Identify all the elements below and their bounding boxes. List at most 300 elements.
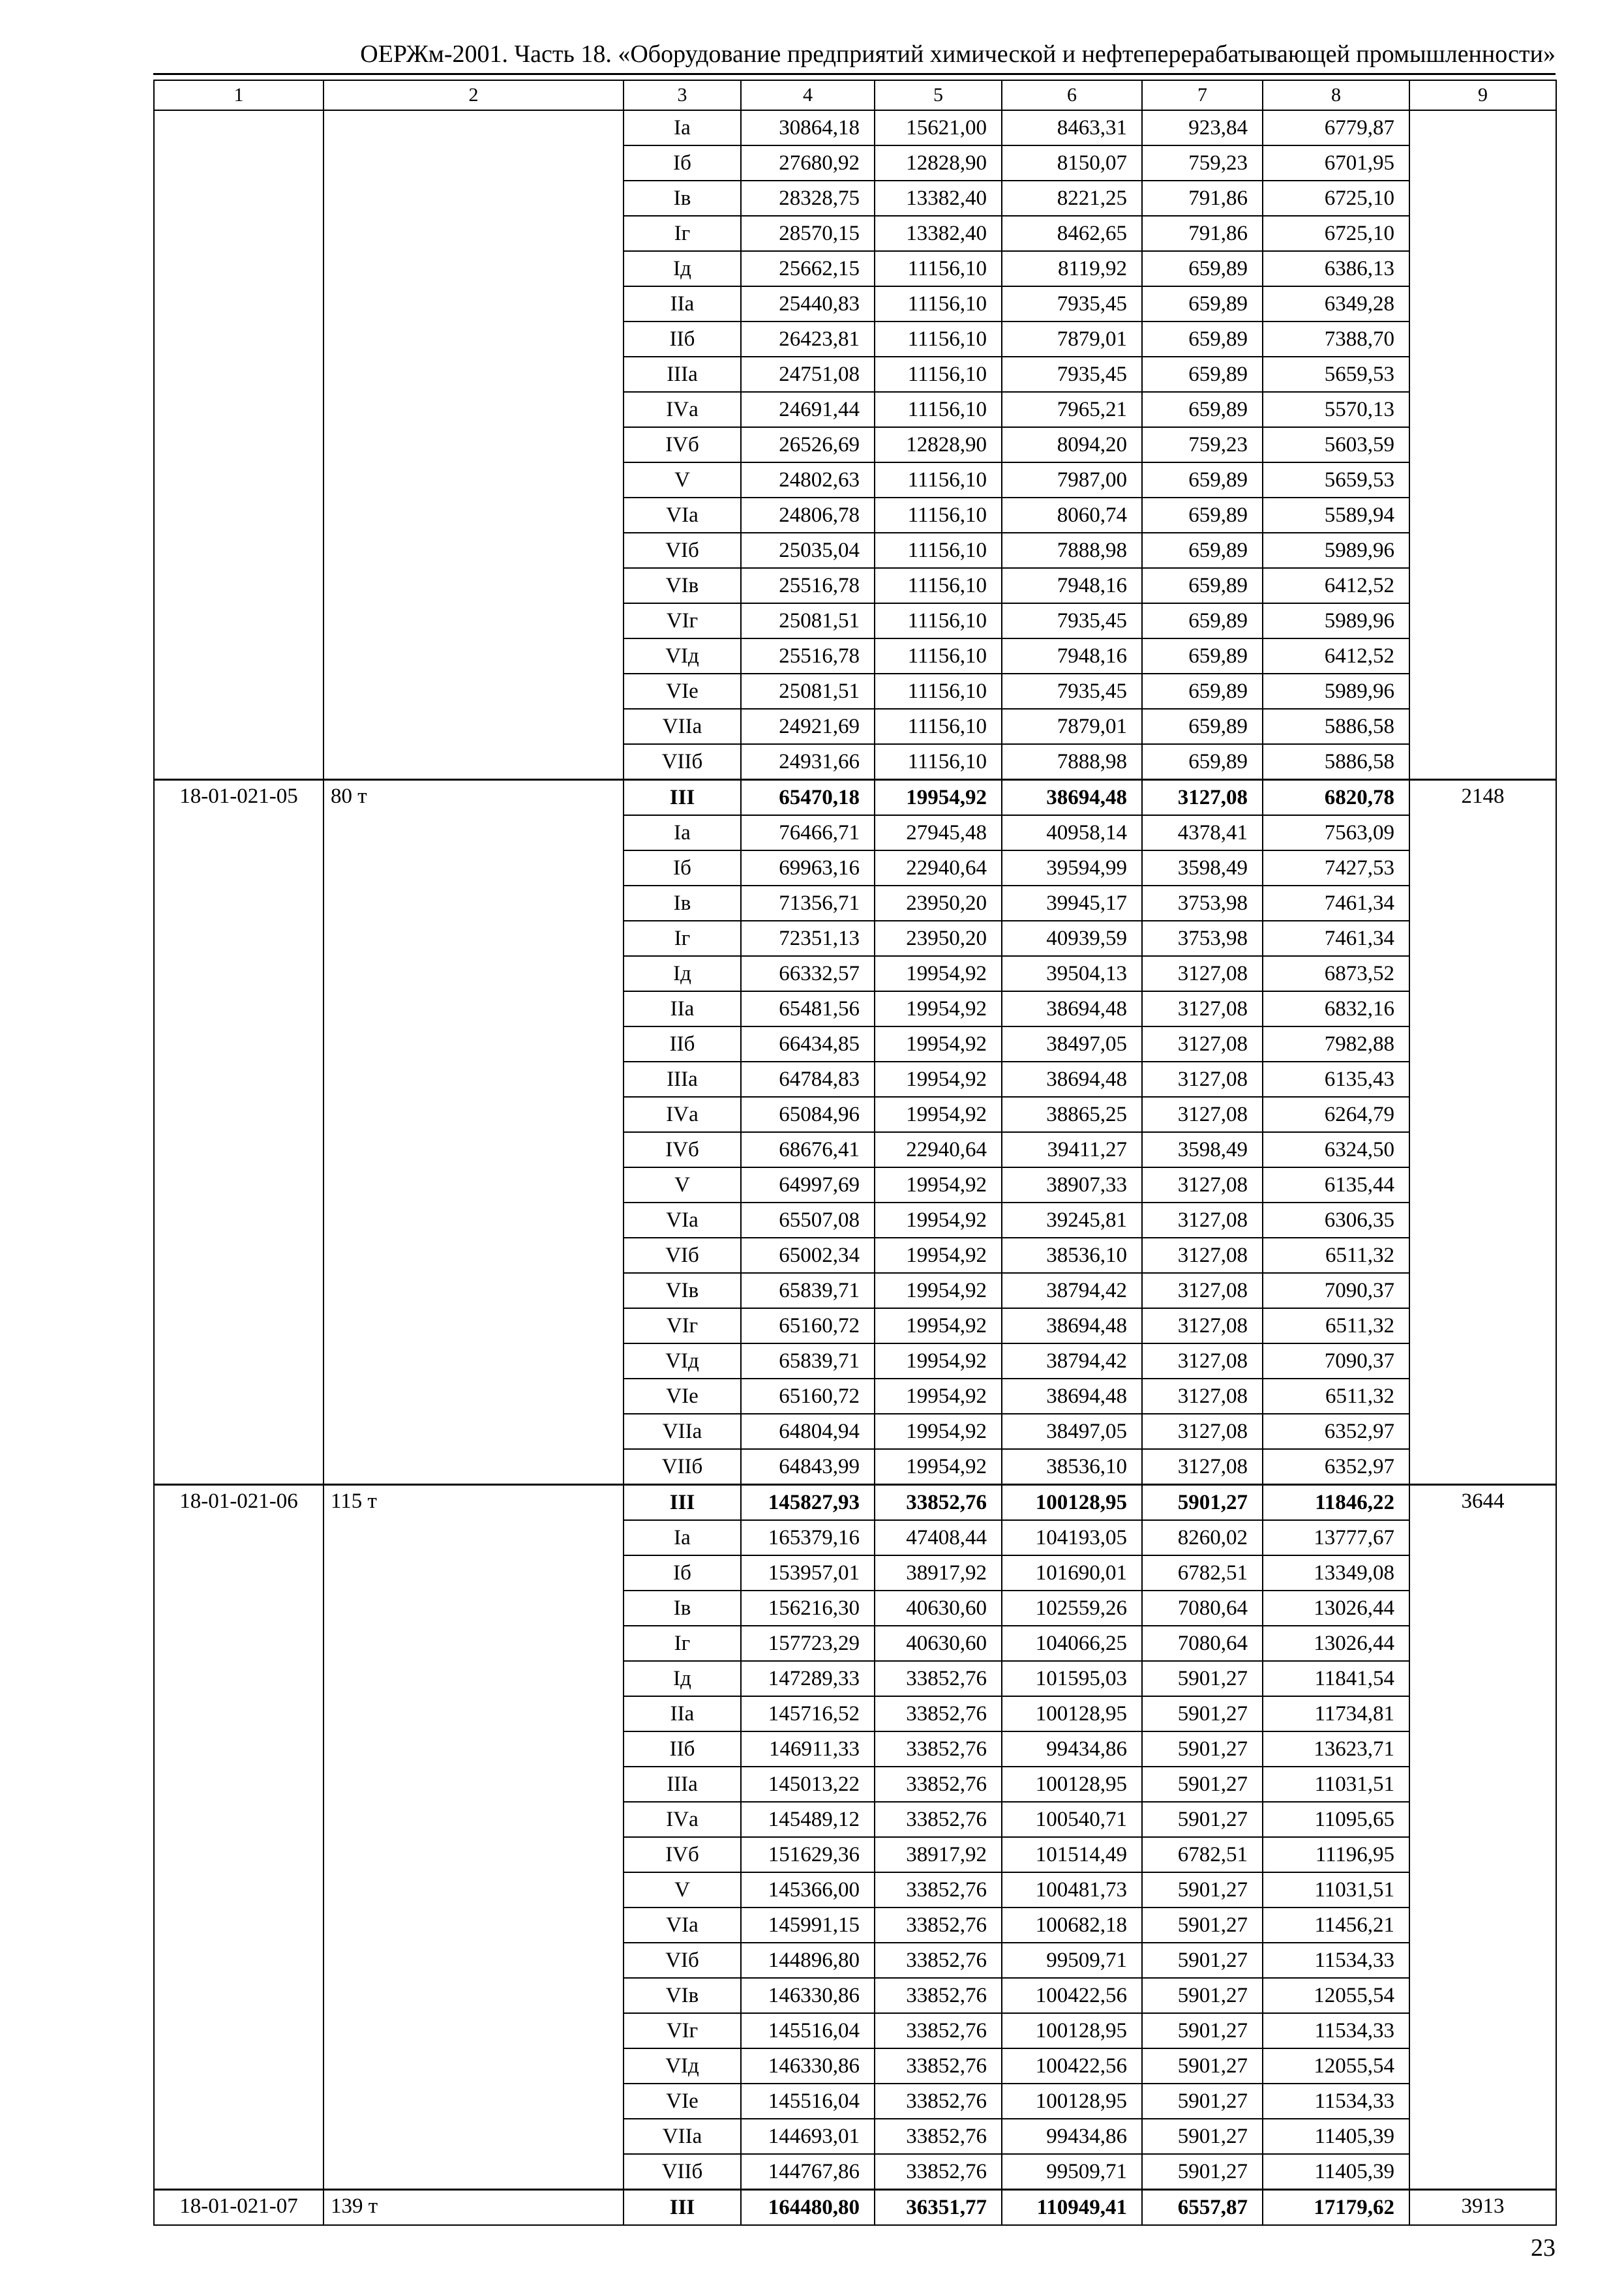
value-cell: 11734,81 <box>1263 1696 1409 1731</box>
value-cell: 5901,27 <box>1142 2084 1263 2119</box>
region-cell: VIа <box>624 1203 741 1238</box>
value-cell: 6782,51 <box>1142 1837 1263 1872</box>
value-cell: 5603,59 <box>1263 427 1409 462</box>
value-cell: 99509,71 <box>1002 2154 1142 2190</box>
region-cell: VIе <box>624 1379 741 1414</box>
value-cell: 659,89 <box>1142 744 1263 780</box>
value-cell: 156216,30 <box>741 1591 875 1626</box>
value-cell: 5989,96 <box>1263 603 1409 638</box>
value-cell: 15621,00 <box>875 110 1002 145</box>
region-cell: VIг <box>624 2013 741 2048</box>
value-cell: 11156,10 <box>875 322 1002 357</box>
region-cell: Iд <box>624 956 741 991</box>
value-cell: 25516,78 <box>741 568 875 603</box>
value-cell: 22940,64 <box>875 850 1002 886</box>
region-cell: Iб <box>624 1555 741 1591</box>
value-cell: 26526,69 <box>741 427 875 462</box>
value-cell: 7080,64 <box>1142 1591 1263 1626</box>
value-cell: 11156,10 <box>875 392 1002 427</box>
value-cell: 19954,92 <box>875 1097 1002 1132</box>
value-cell: 165379,16 <box>741 1520 875 1555</box>
value-cell: 65839,71 <box>741 1343 875 1379</box>
value-cell: 69963,16 <box>741 850 875 886</box>
value-cell: 33852,76 <box>875 1696 1002 1731</box>
column-number: 2 <box>323 80 624 110</box>
region-cell: IVа <box>624 1802 741 1837</box>
value-cell: 5901,27 <box>1142 2013 1263 2048</box>
value-cell: 3127,08 <box>1142 1449 1263 1485</box>
page-header: ОЕРЖм-2001. Часть 18. «Оборудование предприятий химической и нефтеперерабатывающей промышленности» <box>360 40 1556 68</box>
value-cell: 33852,76 <box>875 1872 1002 1908</box>
value-cell: 99434,86 <box>1002 1731 1142 1767</box>
region-cell: VIа <box>624 1908 741 1943</box>
column-number: 4 <box>741 80 875 110</box>
value-cell: 6782,51 <box>1142 1555 1263 1591</box>
region-cell: VIб <box>624 1238 741 1273</box>
value-cell: 19954,92 <box>875 1379 1002 1414</box>
table-row <box>154 780 1556 816</box>
value-cell: 6820,78 <box>1263 780 1409 816</box>
value-cell: 100682,18 <box>1002 1908 1142 1943</box>
value-cell: 11405,39 <box>1263 2154 1409 2190</box>
region-cell: VIIа <box>624 709 741 744</box>
value-cell: 6725,10 <box>1263 216 1409 251</box>
value-cell: 100128,95 <box>1002 1696 1142 1731</box>
value-cell: 8060,74 <box>1002 498 1142 533</box>
value-cell: 33852,76 <box>875 2119 1002 2154</box>
value-cell: 100128,95 <box>1002 2084 1142 2119</box>
value-cell: 791,86 <box>1142 216 1263 251</box>
region-cell: IIа <box>624 286 741 322</box>
region-cell: VIIа <box>624 1414 741 1449</box>
region-cell: VIв <box>624 568 741 603</box>
value-cell: 5901,27 <box>1142 1661 1263 1696</box>
value-cell: 100128,95 <box>1002 2013 1142 2048</box>
value-cell: 5989,96 <box>1263 674 1409 709</box>
region-cell: Iг <box>624 921 741 956</box>
table-body <box>154 80 1556 2225</box>
region-cell: VIв <box>624 1978 741 2013</box>
value-cell: 3127,08 <box>1142 991 1263 1026</box>
value-cell: 25035,04 <box>741 533 875 568</box>
value-cell: 759,23 <box>1142 427 1263 462</box>
value-cell: 47408,44 <box>875 1520 1002 1555</box>
region-cell: IIIа <box>624 1062 741 1097</box>
value-cell: 64997,69 <box>741 1167 875 1203</box>
value-cell: 6779,87 <box>1263 110 1409 145</box>
region-cell: IVа <box>624 392 741 427</box>
value-cell: 100481,73 <box>1002 1872 1142 1908</box>
region-cell: VIа <box>624 498 741 533</box>
value-cell: 13382,40 <box>875 181 1002 216</box>
value-cell: 33852,76 <box>875 2013 1002 2048</box>
value-cell: 30864,18 <box>741 110 875 145</box>
value-cell: 12828,90 <box>875 427 1002 462</box>
value-cell: 3598,49 <box>1142 1132 1263 1167</box>
value-cell: 12828,90 <box>875 145 1002 181</box>
value-cell: 6511,32 <box>1263 1308 1409 1343</box>
value-cell: 26423,81 <box>741 322 875 357</box>
resource-name <box>323 110 624 780</box>
value-cell: 11156,10 <box>875 674 1002 709</box>
value-cell: 759,23 <box>1142 145 1263 181</box>
value-cell: 11156,10 <box>875 498 1002 533</box>
region-cell: V <box>624 462 741 498</box>
value-cell: 8150,07 <box>1002 145 1142 181</box>
value-cell: 17179,62 <box>1263 2190 1409 2226</box>
column-9-value: 3644 <box>1409 1485 1556 2190</box>
value-cell: 19954,92 <box>875 1343 1002 1379</box>
value-cell: 147289,33 <box>741 1661 875 1696</box>
value-cell: 5901,27 <box>1142 2048 1263 2084</box>
resource-code: 18-01-021-06 <box>154 1485 323 2190</box>
value-cell: 659,89 <box>1142 638 1263 674</box>
value-cell: 76466,71 <box>741 815 875 850</box>
value-cell: 659,89 <box>1142 286 1263 322</box>
value-cell: 659,89 <box>1142 357 1263 392</box>
value-cell: 38497,05 <box>1002 1026 1142 1062</box>
value-cell: 7965,21 <box>1002 392 1142 427</box>
value-cell: 144767,86 <box>741 2154 875 2190</box>
column-9-value: 3913 <box>1409 2190 1556 2226</box>
value-cell: 153957,01 <box>741 1555 875 1591</box>
value-cell: 19954,92 <box>875 1273 1002 1308</box>
value-cell: 100422,56 <box>1002 2048 1142 2084</box>
value-cell: 12055,54 <box>1263 2048 1409 2084</box>
value-cell: 101690,01 <box>1002 1555 1142 1591</box>
value-cell: 65160,72 <box>741 1379 875 1414</box>
value-cell: 25516,78 <box>741 638 875 674</box>
value-cell: 7090,37 <box>1263 1343 1409 1379</box>
value-cell: 65470,18 <box>741 780 875 816</box>
value-cell: 19954,92 <box>875 1308 1002 1343</box>
value-cell: 24802,63 <box>741 462 875 498</box>
region-cell: VIIа <box>624 2119 741 2154</box>
value-cell: 145827,93 <box>741 1485 875 1521</box>
value-cell: 3127,08 <box>1142 1308 1263 1343</box>
value-cell: 3753,98 <box>1142 886 1263 921</box>
value-cell: 66332,57 <box>741 956 875 991</box>
value-cell: 6412,52 <box>1263 638 1409 674</box>
value-cell: 3127,08 <box>1142 1097 1263 1132</box>
value-cell: 104066,25 <box>1002 1626 1142 1661</box>
value-cell: 7427,53 <box>1263 850 1409 886</box>
value-cell: 3127,08 <box>1142 1167 1263 1203</box>
value-cell: 11095,65 <box>1263 1802 1409 1837</box>
value-cell: 5901,27 <box>1142 1978 1263 2013</box>
value-cell: 68676,41 <box>741 1132 875 1167</box>
value-cell: 7987,00 <box>1002 462 1142 498</box>
region-cell: VIд <box>624 1343 741 1379</box>
column-number: 1 <box>154 80 323 110</box>
value-cell: 19954,92 <box>875 1026 1002 1062</box>
value-cell: 11846,22 <box>1263 1485 1409 1521</box>
value-cell: 13382,40 <box>875 216 1002 251</box>
value-cell: 7461,34 <box>1263 886 1409 921</box>
value-cell: 5901,27 <box>1142 1908 1263 1943</box>
value-cell: 11534,33 <box>1263 2013 1409 2048</box>
value-cell: 6832,16 <box>1263 991 1409 1026</box>
value-cell: 6412,52 <box>1263 568 1409 603</box>
value-cell: 19954,92 <box>875 1203 1002 1238</box>
column-number: 7 <box>1142 80 1263 110</box>
region-cell: IIб <box>624 1026 741 1062</box>
value-cell: 5901,27 <box>1142 1802 1263 1837</box>
value-cell: 39245,81 <box>1002 1203 1142 1238</box>
value-cell: 145489,12 <box>741 1802 875 1837</box>
region-cell: V <box>624 1872 741 1908</box>
value-cell: 659,89 <box>1142 533 1263 568</box>
value-cell: 24931,66 <box>741 744 875 780</box>
value-cell: 19954,92 <box>875 1167 1002 1203</box>
value-cell: 39411,27 <box>1002 1132 1142 1167</box>
value-cell: 5659,53 <box>1263 357 1409 392</box>
value-cell: 7879,01 <box>1002 322 1142 357</box>
value-cell: 164480,80 <box>741 2190 875 2226</box>
value-cell: 28570,15 <box>741 216 875 251</box>
value-cell: 151629,36 <box>741 1837 875 1872</box>
value-cell: 5989,96 <box>1263 533 1409 568</box>
value-cell: 3127,08 <box>1142 1203 1263 1238</box>
column-number: 8 <box>1263 80 1409 110</box>
value-cell: 11031,51 <box>1263 1872 1409 1908</box>
column-number: 9 <box>1409 80 1556 110</box>
region-cell: VIе <box>624 674 741 709</box>
value-cell: 11156,10 <box>875 286 1002 322</box>
region-cell: Iа <box>624 815 741 850</box>
value-cell: 5901,27 <box>1142 1696 1263 1731</box>
value-cell: 64804,94 <box>741 1414 875 1449</box>
value-cell: 19954,92 <box>875 1449 1002 1485</box>
value-cell: 38536,10 <box>1002 1238 1142 1273</box>
value-cell: 145013,22 <box>741 1767 875 1802</box>
value-cell: 25662,15 <box>741 251 875 286</box>
value-cell: 65002,34 <box>741 1238 875 1273</box>
value-cell: 6352,97 <box>1263 1449 1409 1485</box>
column-number-row <box>154 80 1556 110</box>
value-cell: 39945,17 <box>1002 886 1142 921</box>
value-cell: 38497,05 <box>1002 1414 1142 1449</box>
value-cell: 6557,87 <box>1142 2190 1263 2226</box>
value-cell: 923,84 <box>1142 110 1263 145</box>
value-cell: 100128,95 <box>1002 1767 1142 1802</box>
value-cell: 33852,76 <box>875 1767 1002 1802</box>
value-cell: 24806,78 <box>741 498 875 533</box>
value-cell: 146911,33 <box>741 1731 875 1767</box>
region-cell: IVб <box>624 1132 741 1167</box>
value-cell: 65084,96 <box>741 1097 875 1132</box>
value-cell: 13777,67 <box>1263 1520 1409 1555</box>
value-cell: 5901,27 <box>1142 2119 1263 2154</box>
value-cell: 5901,27 <box>1142 1872 1263 1908</box>
value-cell: 3598,49 <box>1142 850 1263 886</box>
value-cell: 104193,05 <box>1002 1520 1142 1555</box>
value-cell: 5570,13 <box>1263 392 1409 427</box>
value-cell: 145716,52 <box>741 1696 875 1731</box>
value-cell: 659,89 <box>1142 392 1263 427</box>
value-cell: 7982,88 <box>1263 1026 1409 1062</box>
region-cell: Iв <box>624 1591 741 1626</box>
value-cell: 19954,92 <box>875 1238 1002 1273</box>
value-cell: 146330,86 <box>741 1978 875 2013</box>
value-cell: 11534,33 <box>1263 1943 1409 1978</box>
header-rule <box>153 73 1556 75</box>
value-cell: 7888,98 <box>1002 744 1142 780</box>
value-cell: 3127,08 <box>1142 956 1263 991</box>
value-cell: 7935,45 <box>1002 603 1142 638</box>
region-cell: VIв <box>624 1273 741 1308</box>
value-cell: 3127,08 <box>1142 1238 1263 1273</box>
region-cell: III <box>624 1485 741 1521</box>
value-cell: 3127,08 <box>1142 1026 1263 1062</box>
region-cell: Iд <box>624 251 741 286</box>
value-cell: 5901,27 <box>1142 1731 1263 1767</box>
value-cell: 5901,27 <box>1142 1767 1263 1802</box>
column-9-value: 2148 <box>1409 780 1556 1485</box>
value-cell: 33852,76 <box>875 2154 1002 2190</box>
value-cell: 38694,48 <box>1002 991 1142 1026</box>
value-cell: 11156,10 <box>875 462 1002 498</box>
region-cell: Iд <box>624 1661 741 1696</box>
value-cell: 7461,34 <box>1263 921 1409 956</box>
table-row <box>154 2190 1556 2226</box>
value-cell: 6701,95 <box>1263 145 1409 181</box>
value-cell: 11405,39 <box>1263 2119 1409 2154</box>
region-cell: Iг <box>624 216 741 251</box>
value-cell: 38865,25 <box>1002 1097 1142 1132</box>
value-cell: 7888,98 <box>1002 533 1142 568</box>
value-cell: 19954,92 <box>875 1062 1002 1097</box>
region-cell: IVб <box>624 1837 741 1872</box>
region-cell: IIIа <box>624 357 741 392</box>
value-cell: 33852,76 <box>875 1485 1002 1521</box>
value-cell: 64784,83 <box>741 1062 875 1097</box>
value-cell: 8260,02 <box>1142 1520 1263 1555</box>
value-cell: 7935,45 <box>1002 357 1142 392</box>
value-cell: 13026,44 <box>1263 1626 1409 1661</box>
value-cell: 101595,03 <box>1002 1661 1142 1696</box>
value-cell: 5659,53 <box>1263 462 1409 498</box>
value-cell: 11156,10 <box>875 533 1002 568</box>
region-cell: V <box>624 1167 741 1203</box>
value-cell: 6725,10 <box>1263 181 1409 216</box>
value-cell: 11841,54 <box>1263 1661 1409 1696</box>
value-cell: 659,89 <box>1142 568 1263 603</box>
value-cell: 659,89 <box>1142 498 1263 533</box>
resource-code <box>154 110 323 780</box>
region-cell: VIIб <box>624 2154 741 2190</box>
value-cell: 24751,08 <box>741 357 875 392</box>
value-cell: 40958,14 <box>1002 815 1142 850</box>
value-cell: 11156,10 <box>875 603 1002 638</box>
value-cell: 24691,44 <box>741 392 875 427</box>
value-cell: 19954,92 <box>875 1414 1002 1449</box>
value-cell: 6306,35 <box>1263 1203 1409 1238</box>
value-cell: 23950,20 <box>875 886 1002 921</box>
value-cell: 13026,44 <box>1263 1591 1409 1626</box>
value-cell: 6386,13 <box>1263 251 1409 286</box>
value-cell: 27680,92 <box>741 145 875 181</box>
value-cell: 38794,42 <box>1002 1343 1142 1379</box>
value-cell: 110949,41 <box>1002 2190 1142 2226</box>
value-cell: 6324,50 <box>1263 1132 1409 1167</box>
region-cell: VIб <box>624 1943 741 1978</box>
value-cell: 8221,25 <box>1002 181 1142 216</box>
region-cell: Iв <box>624 886 741 921</box>
value-cell: 11031,51 <box>1263 1767 1409 1802</box>
value-cell: 11456,21 <box>1263 1908 1409 1943</box>
value-cell: 28328,75 <box>741 181 875 216</box>
value-cell: 33852,76 <box>875 2048 1002 2084</box>
value-cell: 11196,95 <box>1263 1837 1409 1872</box>
value-cell: 6349,28 <box>1263 286 1409 322</box>
value-cell: 23950,20 <box>875 921 1002 956</box>
value-cell: 101514,49 <box>1002 1837 1142 1872</box>
column-number: 3 <box>624 80 741 110</box>
value-cell: 7388,70 <box>1263 322 1409 357</box>
value-cell: 8119,92 <box>1002 251 1142 286</box>
region-cell: Iб <box>624 850 741 886</box>
value-cell: 38694,48 <box>1002 1379 1142 1414</box>
region-cell: IIа <box>624 991 741 1026</box>
value-cell: 102559,26 <box>1002 1591 1142 1626</box>
value-cell: 659,89 <box>1142 322 1263 357</box>
table-row <box>154 110 1556 145</box>
value-cell: 6511,32 <box>1263 1238 1409 1273</box>
region-cell: III <box>624 780 741 816</box>
region-cell: VIIб <box>624 1449 741 1485</box>
value-cell: 11156,10 <box>875 709 1002 744</box>
value-cell: 13349,08 <box>1263 1555 1409 1591</box>
region-cell: Iа <box>624 1520 741 1555</box>
value-cell: 40630,60 <box>875 1626 1002 1661</box>
value-cell: 38917,92 <box>875 1555 1002 1591</box>
value-cell: 145991,15 <box>741 1908 875 1943</box>
value-cell: 11534,33 <box>1263 2084 1409 2119</box>
value-cell: 145516,04 <box>741 2013 875 2048</box>
value-cell: 145516,04 <box>741 2084 875 2119</box>
region-cell: VIг <box>624 603 741 638</box>
value-cell: 39504,13 <box>1002 956 1142 991</box>
table-row <box>154 1485 1556 1521</box>
value-cell: 8094,20 <box>1002 427 1142 462</box>
resource-name: 115 т <box>323 1485 624 2190</box>
region-cell: IIIа <box>624 1767 741 1802</box>
value-cell: 38536,10 <box>1002 1449 1142 1485</box>
value-cell: 64843,99 <box>741 1449 875 1485</box>
region-cell: VIд <box>624 638 741 674</box>
value-cell: 11156,10 <box>875 251 1002 286</box>
value-cell: 19954,92 <box>875 956 1002 991</box>
value-cell: 3127,08 <box>1142 1379 1263 1414</box>
value-cell: 7090,37 <box>1263 1273 1409 1308</box>
value-cell: 659,89 <box>1142 674 1263 709</box>
region-cell: VIг <box>624 1308 741 1343</box>
value-cell: 6135,44 <box>1263 1167 1409 1203</box>
value-cell: 40630,60 <box>875 1591 1002 1626</box>
value-cell: 19954,92 <box>875 780 1002 816</box>
resource-name: 80 т <box>323 780 624 1485</box>
value-cell: 8462,65 <box>1002 216 1142 251</box>
value-cell: 38694,48 <box>1002 1308 1142 1343</box>
value-cell: 25081,51 <box>741 603 875 638</box>
price-table <box>153 80 1557 2226</box>
value-cell: 7948,16 <box>1002 568 1142 603</box>
region-cell: IVб <box>624 427 741 462</box>
resource-name: 139 т <box>323 2190 624 2226</box>
value-cell: 7935,45 <box>1002 286 1142 322</box>
value-cell: 27945,48 <box>875 815 1002 850</box>
